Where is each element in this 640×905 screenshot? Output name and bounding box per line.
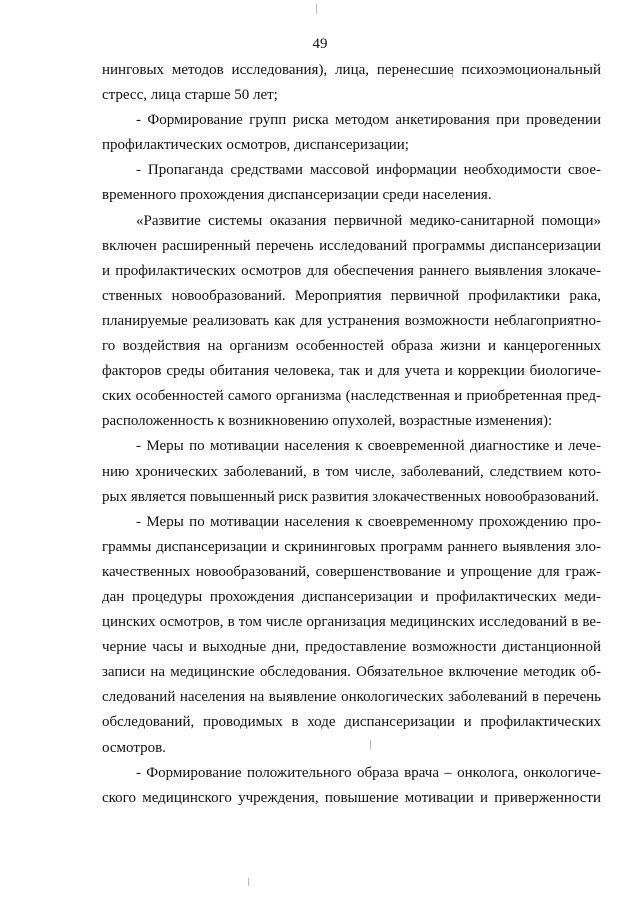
text-line: граммы диспансеризации и скрининговых программ раннего выявления зло-: [102, 538, 601, 555]
text-line: записи на медицинские обследования. Обязательное включение методик об-: [102, 664, 601, 681]
text-line: нию хронических заболеваний, в том числе, заболеваний, следствием кото-: [102, 463, 601, 480]
text-line: - Меры по мотивации населения к своевременному прохождению про-: [136, 513, 601, 530]
text-line: - Формирование групп риска методом анкетирования при проведении: [136, 112, 601, 129]
text-line: качественных новообразований, совершенствование и упрощение для граж-: [102, 563, 601, 580]
text-line: - Пропаганда средствами массовой информации необходимости свое-: [136, 162, 601, 179]
text-line: обследований, проводимых в ходе диспансеризации и профилактических: [102, 714, 601, 731]
page-number: 49: [312, 36, 328, 52]
text-line: планируемые реализовать как для устранения возможности неблагоприятно-: [102, 312, 601, 329]
text-line: профилактических осмотров, диспансеризации;: [102, 137, 409, 154]
text-line: рых является повышенный риск развития злокачественных новообразований.: [102, 488, 600, 505]
text-line: и профилактических осмотров для обеспечения раннего выявления злокаче-: [102, 262, 601, 279]
text-line: временного прохождения диспансеризации среди населения.: [102, 187, 492, 204]
text-line: «Развитие системы оказания первичной медико-санитарной помощи»: [136, 212, 601, 229]
text-line: черние часы и выходные дни, предоставление возможности дистанционной: [102, 639, 601, 656]
text-line: факторов среды обитания человека, так и для учета и коррекции биологиче-: [102, 363, 601, 380]
text-line: стресс, лица старше 50 лет;: [102, 87, 278, 104]
scan-artifact: [248, 878, 249, 886]
text-line: следований населения на выявление онкологических заболеваний в перечень: [102, 689, 601, 706]
text-line: - Формирование положительного образа врача – онколога, онкологиче-: [136, 764, 601, 781]
text-line: - Меры по мотивации населения к своевременной диагностике и лече-: [136, 438, 601, 455]
text-line: дан процедуры прохождения диспансеризации и профилактических меди-: [102, 588, 601, 605]
body-text: [102, 58, 601, 811]
text-line: расположенность к возникновению опухолей, возрастные изменения):: [102, 413, 553, 430]
text-line: нинговых методов исследования), лица, перенесшие психоэмоциональный: [102, 62, 601, 78]
text-line: ственных новообразований. Мероприятия первичной профилактики рака,: [102, 287, 601, 304]
scan-artifact: [316, 4, 317, 14]
text-line: ских особенностей самого организма (наследственная и приобретенная пред-: [102, 388, 601, 405]
text-line: включен расширенный перечень исследований программы диспансеризации: [102, 237, 601, 254]
text-line: осмотров.: [102, 739, 166, 756]
text-line: цинских осмотров, в том числе организация медицинских исследований в ве-: [102, 614, 601, 631]
text-line: го воздействия на организм особенностей образа жизни и канцерогенных: [102, 338, 601, 355]
text-line: ского медицинского учреждения, повышение мотивации и приверженности: [102, 789, 601, 806]
